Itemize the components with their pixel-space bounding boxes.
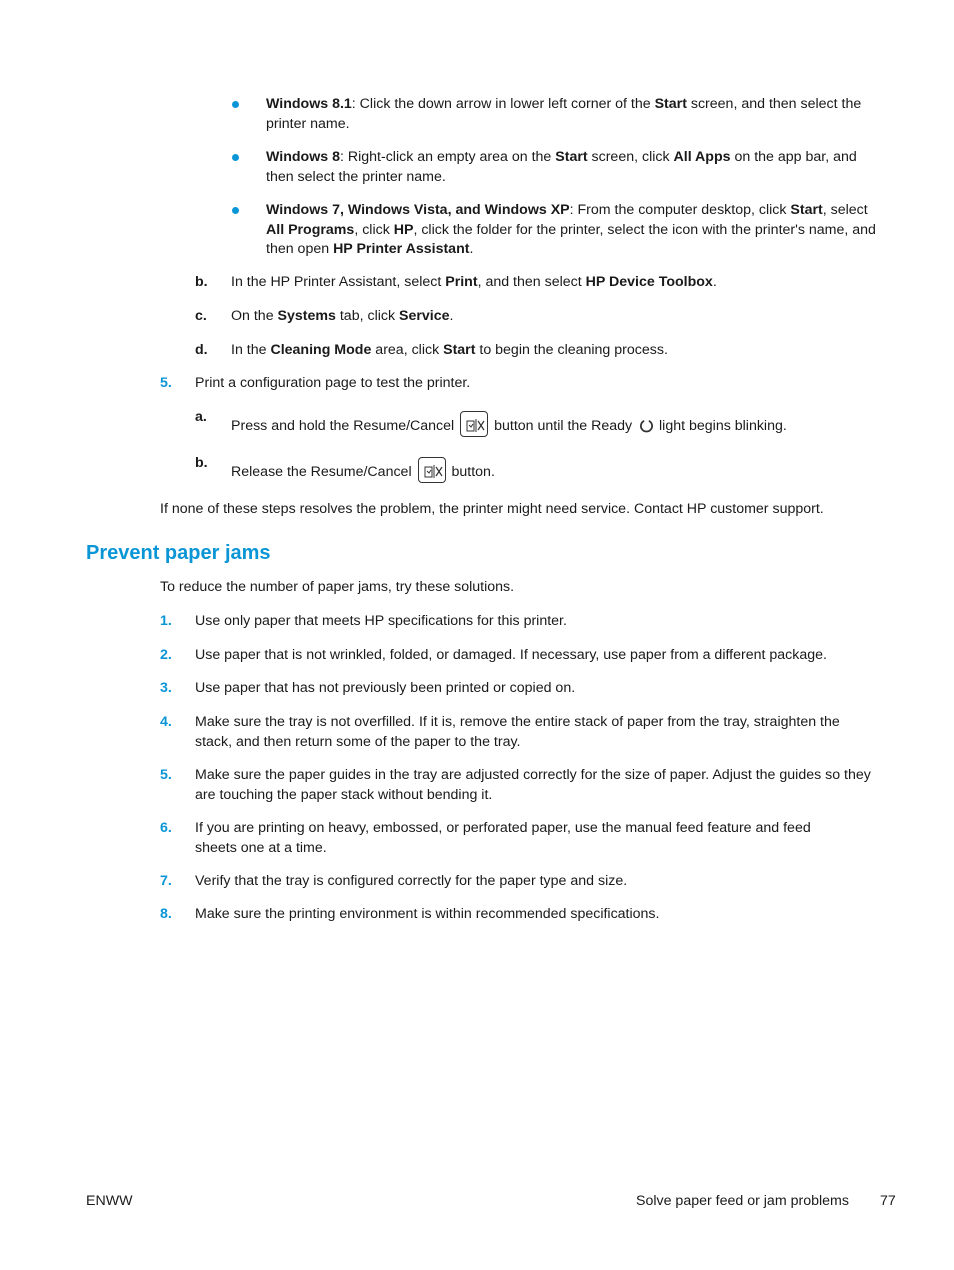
substep-d: In the Cleaning Mode area, click Start to begin the cleaning process. — [231, 342, 668, 358]
list-item: If you are printing on heavy, embossed, or perforated paper, use the manual feed feature and feed sheets one at a time. — [195, 820, 811, 856]
step-number: 5. — [160, 375, 172, 391]
substep-b: In the HP Printer Assistant, select Print, and then select HP Device Toolbox. — [231, 274, 717, 290]
list-item: Make sure the printing environment is within recommended specifications. — [195, 906, 660, 922]
ready-light-icon — [639, 418, 654, 433]
list-item: Use only paper that meets HP specifications for this printer. — [195, 613, 567, 629]
resume-cancel-icon — [460, 411, 488, 437]
bullet-dot — [232, 154, 239, 161]
section-intro: To reduce the number of paper jams, try these solutions. — [160, 579, 515, 595]
list-number: 6. — [160, 820, 172, 836]
service-note: If none of these steps resolves the problem, the printer might need service. Contact HP customer support. — [160, 501, 824, 517]
list-item: Verify that the tray is configured correctly for the paper type and size. — [195, 873, 628, 889]
list-number: 8. — [160, 906, 172, 922]
list-item: Use paper that has not previously been printed or copied on. — [195, 680, 576, 696]
page-number: 77 — [880, 1193, 896, 1209]
bullet-dot — [232, 101, 239, 108]
bullet-windows-7-vista-xp: Windows 7, Windows Vista, and Windows XP: From the computer desktop, click Start, select All Programs, click HP, click the folder for the printer, select the icon with the printer's name, and then open HP Printer Assistant. — [266, 202, 876, 257]
bullet-windows-8: Windows 8: Right-click an empty area on the Start screen, click All Apps on the app bar, and then select the printer name. — [266, 149, 857, 185]
list-number: 1. — [160, 613, 172, 629]
resume-cancel-icon — [418, 457, 446, 483]
list-number: 7. — [160, 873, 172, 889]
substep-5b: Release the Resume/Cancel button. — [231, 459, 891, 485]
footer-left: ENWW — [86, 1193, 133, 1209]
substep-letter: d. — [195, 342, 208, 358]
list-number: 5. — [160, 767, 172, 783]
section-title: Prevent paper jams — [86, 542, 271, 564]
list-item: Make sure the paper guides in the tray are adjusted correctly for the size of paper. Adjust the guides so they are touching the paper stack without bending it. — [195, 767, 871, 803]
step-5-text: Print a configuration page to test the printer. — [195, 375, 471, 391]
list-number: 2. — [160, 647, 172, 663]
substep-letter: b. — [195, 455, 208, 471]
list-item: Make sure the tray is not overfilled. If it is, remove the entire stack of paper from the tray, straighten the stack, and then return some of the paper to the tray. — [195, 714, 840, 750]
bullet-dot — [232, 207, 239, 214]
substep-letter: c. — [195, 308, 207, 324]
list-item: Use paper that is not wrinkled, folded, or damaged. If necessary, use paper from a different package. — [195, 647, 827, 663]
substep-letter: b. — [195, 274, 208, 290]
substep-5a: Press and hold the Resume/Cancel button until the Ready light begins blinking. — [231, 413, 891, 439]
footer-title: Solve paper feed or jam problems — [636, 1193, 849, 1209]
substep-c: On the Systems tab, click Service. — [231, 308, 454, 324]
substep-letter: a. — [195, 409, 207, 425]
list-number: 4. — [160, 714, 172, 730]
list-number: 3. — [160, 680, 172, 696]
bullet-windows-8-1: Windows 8.1: Click the down arrow in lower left corner of the Start screen, and then select the printer name. — [266, 96, 862, 132]
